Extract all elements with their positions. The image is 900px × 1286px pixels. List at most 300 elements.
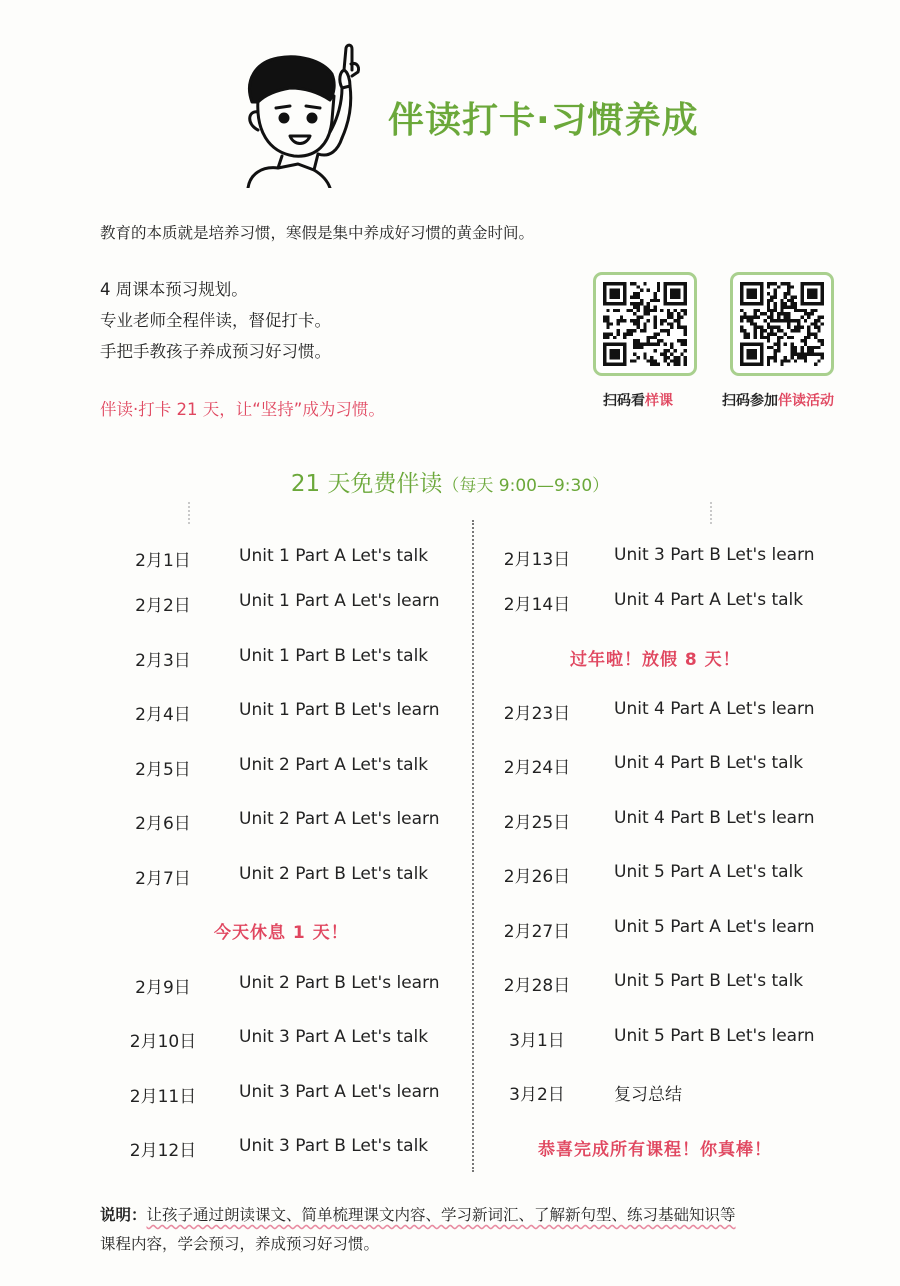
qr-module: [640, 299, 643, 302]
qr-module: [743, 329, 746, 332]
qr-module: [663, 353, 666, 356]
qr-module: [817, 359, 820, 362]
qr-module: [787, 285, 790, 288]
qr-module: [790, 285, 793, 288]
qr-module: [807, 332, 810, 335]
qr-module: [603, 319, 606, 322]
qr-module: [800, 326, 803, 329]
qr-module: [680, 339, 683, 342]
qr-module: [633, 339, 636, 342]
qr-module: [807, 336, 810, 339]
qr-module: [660, 309, 663, 312]
explanation-text-rest: 课程内容，学会预习，养成预习好习惯。: [100, 1235, 380, 1253]
qr-module: [606, 319, 609, 322]
qr-module: [777, 336, 780, 339]
qr-module: [667, 363, 670, 366]
qr-module: [794, 329, 797, 332]
qr-module: [753, 316, 756, 319]
qr-module: [743, 316, 746, 319]
qr-module: [633, 282, 636, 285]
qr-module: [657, 342, 660, 345]
qr-module: [770, 326, 773, 329]
qr-module: [633, 353, 636, 356]
schedule-date: 2月4日: [135, 705, 191, 725]
qr-module: [680, 342, 683, 345]
qr-module: [807, 316, 810, 319]
qr-module: [653, 342, 656, 345]
qr-module: [637, 339, 640, 342]
qr-module: [804, 336, 807, 339]
qr-module: [780, 309, 783, 312]
qr-module: [790, 329, 793, 332]
qr-module: [797, 322, 800, 325]
qr-module: [770, 319, 773, 322]
qr-module: [674, 349, 677, 352]
qr-module: [653, 336, 656, 339]
qr-label-prefix: 扫码看: [603, 393, 645, 409]
qr-module: [637, 346, 640, 349]
qr-module: [747, 336, 750, 339]
qr-module: [770, 282, 773, 285]
schedule-date: 2月26日: [503, 867, 571, 887]
qr-module: [677, 326, 680, 329]
qr-module: [670, 326, 673, 329]
qr-module: [637, 285, 640, 288]
qr-module: [627, 332, 630, 335]
qr-module: [684, 309, 687, 312]
qr-module: [640, 346, 643, 349]
qr-module: [774, 359, 777, 362]
qr-module: [811, 346, 814, 349]
qr-module: [647, 309, 650, 312]
qr-module: [647, 359, 650, 362]
schedule-content: 复习总结: [614, 1085, 682, 1105]
schedule-content: Unit 5 Part B Let's learn: [614, 1026, 815, 1046]
qr-module: [674, 363, 677, 366]
qr-module: [643, 282, 646, 285]
qr-module: [667, 349, 670, 352]
qr-module: [747, 332, 750, 335]
qr-module: [740, 309, 743, 312]
schedule-date: 2月5日: [135, 760, 191, 780]
qr-module: [794, 349, 797, 352]
qr-module: [677, 312, 680, 315]
qr-module: [811, 322, 814, 325]
schedule-date: 2月2日: [135, 596, 191, 616]
qr-module: [663, 319, 666, 322]
qr-module: [630, 319, 633, 322]
qr-module: [797, 356, 800, 359]
qr-finder-inner: [610, 289, 620, 299]
qr-module: [637, 316, 640, 319]
qr-module: [764, 312, 767, 315]
qr-module: [613, 309, 616, 312]
qr-module: [643, 326, 646, 329]
qr-module: [780, 359, 783, 362]
qr-module: [677, 319, 680, 322]
schedule-content: Unit 3 Part B Let's talk: [239, 1136, 429, 1156]
feature-list: [100, 274, 331, 367]
qr-module: [650, 359, 653, 362]
qr-module: [777, 326, 780, 329]
qr-module: [767, 339, 770, 342]
qr-module: [780, 299, 783, 302]
schedule-content: Unit 1 Part B Let's learn: [239, 700, 440, 720]
qr-module: [784, 302, 787, 305]
qr-module: [787, 336, 790, 339]
qr-module: [767, 336, 770, 339]
qr-module: [800, 316, 803, 319]
schedule-date: 2月10日: [129, 1032, 197, 1052]
qr-module: [804, 353, 807, 356]
qr-module: [774, 282, 777, 285]
schedule-time: （每天 9:00—9:30）: [442, 476, 610, 496]
qr-module: [770, 309, 773, 312]
qr-module: [767, 285, 770, 288]
qr-module: [677, 339, 680, 342]
qr-module: [777, 329, 780, 332]
qr-module: [804, 309, 807, 312]
qr-module: [620, 316, 623, 319]
schedule-content: Unit 5 Part A Let's talk: [614, 862, 804, 882]
qr-label-highlight: 伴读活动: [778, 393, 834, 409]
qr-module: [811, 309, 814, 312]
qr-module: [780, 302, 783, 305]
qr-module: [817, 319, 820, 322]
qr-module: [616, 309, 619, 312]
qr-module: [630, 295, 633, 298]
qr-module: [684, 339, 687, 342]
qr-module: [807, 346, 810, 349]
qr-module: [814, 309, 817, 312]
qr-module: [794, 306, 797, 309]
schedule-content: Unit 1 Part B Let's talk: [239, 646, 429, 666]
schedule-date: 2月27日: [503, 922, 571, 942]
qr-module: [750, 319, 753, 322]
qr-module: [767, 322, 770, 325]
qr-module: [784, 282, 787, 285]
qr-module: [764, 329, 767, 332]
schedule-title-main: 21 天免费伴读: [290, 471, 443, 497]
qr-module: [637, 326, 640, 329]
qr-module: [637, 306, 640, 309]
qr-module: [767, 346, 770, 349]
qr-module: [670, 342, 673, 345]
qr-module: [647, 302, 650, 305]
qr-module: [770, 346, 773, 349]
qr-module: [777, 319, 780, 322]
qr-module: [797, 329, 800, 332]
qr-module: [757, 316, 760, 319]
qr-module: [767, 326, 770, 329]
qr-module: [774, 302, 777, 305]
qr-module: [643, 356, 646, 359]
qr-module: [616, 322, 619, 325]
qr-module: [811, 353, 814, 356]
qr-module: [647, 306, 650, 309]
qr-module: [753, 322, 756, 325]
qr-module: [623, 319, 626, 322]
qr-module: [753, 309, 756, 312]
qr-module: [674, 309, 677, 312]
qr-module: [743, 336, 746, 339]
qr-module: [657, 282, 660, 285]
schedule-content: Unit 4 Part B Let's talk: [614, 753, 804, 773]
qr-module: [667, 312, 670, 315]
schedule-date: 2月6日: [135, 814, 191, 834]
qr-module: [811, 312, 814, 315]
qr-module: [663, 342, 666, 345]
qr-module: [647, 342, 650, 345]
qr-module: [657, 299, 660, 302]
sample-lesson-qr-code[interactable]: [593, 272, 697, 376]
qr-module: [777, 342, 780, 345]
qr-module: [784, 312, 787, 315]
qr-module: [633, 312, 636, 315]
schedule-date: 2月3日: [135, 651, 191, 671]
qr-module: [633, 329, 636, 332]
qr-module: [657, 289, 660, 292]
explanation-text: 让孩子通过朗读课文、简单梳理课文内容、学习新词汇、了解新句型、练习基础知识等: [146, 1206, 736, 1224]
schedule-date: 3月2日: [509, 1085, 565, 1105]
qr-module: [787, 359, 790, 362]
qr-module: [790, 353, 793, 356]
qr-module: [794, 346, 797, 349]
qr-module: [674, 359, 677, 362]
qr-module: [784, 306, 787, 309]
qr-module: [647, 339, 650, 342]
qr-module: [790, 346, 793, 349]
qr-module: [747, 319, 750, 322]
qr-module: [633, 295, 636, 298]
qr-module: [647, 289, 650, 292]
qr-module: [684, 359, 687, 362]
qr-module: [814, 332, 817, 335]
qr-module: [814, 346, 817, 349]
qr-module: [616, 329, 619, 332]
qr-module: [807, 312, 810, 315]
qr-module: [767, 359, 770, 362]
qr-module: [657, 285, 660, 288]
qr-module: [804, 359, 807, 362]
qr-module: [633, 319, 636, 322]
qr-module: [784, 316, 787, 319]
qr-module: [770, 329, 773, 332]
qr-module: [670, 316, 673, 319]
slogan: 伴读·打卡 21 天，让“坚持”成为习惯。: [100, 400, 385, 419]
qr-module: [667, 332, 670, 335]
qr-module: [677, 356, 680, 359]
qr-module: [747, 316, 750, 319]
qr-module: [684, 349, 687, 352]
qr-module: [804, 356, 807, 359]
qr-module: [630, 309, 633, 312]
qr-module: [784, 295, 787, 298]
qr-module: [643, 309, 646, 312]
qr-module: [653, 316, 656, 319]
explanation-label: 说明：: [100, 1206, 147, 1224]
qr-module: [670, 353, 673, 356]
qr-module: [650, 299, 653, 302]
qr-module: [794, 309, 797, 312]
reading-activity-qr-code[interactable]: [730, 272, 834, 376]
qr-module: [650, 309, 653, 312]
feature-item: 4 周课本预习规划。: [100, 280, 248, 299]
qr-module: [764, 319, 767, 322]
schedule-content: Unit 1 Part A Let's learn: [239, 591, 440, 611]
qr-module: [603, 316, 606, 319]
qr-module: [740, 319, 743, 322]
qr-module: [670, 346, 673, 349]
qr-module: [811, 349, 814, 352]
schedule-date: 2月1日: [135, 551, 191, 571]
qr-module: [760, 336, 763, 339]
completion-note: 恭喜完成所有课程！你真棒！: [538, 1140, 772, 1160]
qr-module: [787, 319, 790, 322]
qr-module: [790, 319, 793, 322]
schedule-content: Unit 4 Part A Let's learn: [614, 699, 815, 719]
qr-module: [774, 342, 777, 345]
qr-module: [767, 363, 770, 366]
qr-label-highlight: 样课: [645, 393, 673, 409]
qr-module: [817, 316, 820, 319]
qr-module: [814, 363, 817, 366]
qr-module: [807, 326, 810, 329]
qr-module: [633, 346, 636, 349]
qr-module: [814, 326, 817, 329]
schedule-date: 2月9日: [135, 978, 191, 998]
qr-module: [653, 359, 656, 362]
schedule-date: 2月23日: [503, 704, 571, 724]
schedule-content: Unit 2 Part A Let's talk: [239, 755, 429, 775]
qr-module: [684, 363, 687, 366]
qr-module: [787, 289, 790, 292]
qr-finder-inner: [670, 289, 680, 299]
qr-module: [743, 332, 746, 335]
qr-module: [767, 292, 770, 295]
qr-module: [807, 349, 810, 352]
qr-module: [643, 312, 646, 315]
qr-module: [770, 312, 773, 315]
qr-module: [790, 336, 793, 339]
qr-module: [770, 299, 773, 302]
qr-module: [653, 332, 656, 335]
qr-module: [623, 332, 626, 335]
qr-module: [677, 322, 680, 325]
qr-module: [764, 336, 767, 339]
qr-module: [637, 356, 640, 359]
qr-module: [807, 329, 810, 332]
explanation: [100, 1201, 860, 1259]
qr-module: [633, 322, 636, 325]
qr-module: [774, 353, 777, 356]
qr-module: [800, 356, 803, 359]
qr-module: [640, 342, 643, 345]
qr-module: [794, 359, 797, 362]
qr-module: [821, 356, 824, 359]
qr-module: [663, 359, 666, 362]
schedule-date: 2月13日: [503, 550, 571, 570]
qr-module: [637, 322, 640, 325]
qr-module: [790, 299, 793, 302]
qr-module: [780, 319, 783, 322]
qr-module: [667, 309, 670, 312]
qr-module: [797, 326, 800, 329]
qr-module: [640, 302, 643, 305]
qr-module: [637, 302, 640, 305]
qr-module: [653, 319, 656, 322]
schedule-content: Unit 2 Part B Let's learn: [239, 973, 440, 993]
qr-module: [804, 312, 807, 315]
qr-module: [637, 292, 640, 295]
qr-module: [640, 329, 643, 332]
qr-module: [767, 282, 770, 285]
qr-module: [814, 353, 817, 356]
qr-module: [684, 356, 687, 359]
qr-module: [790, 356, 793, 359]
schedule-date: 3月1日: [509, 1031, 565, 1051]
qr-module: [650, 342, 653, 345]
qr-finder-inner: [747, 349, 757, 359]
qr-module: [784, 359, 787, 362]
qr-module: [750, 322, 753, 325]
qr-module: [767, 316, 770, 319]
qr-module: [670, 359, 673, 362]
qr-module: [821, 339, 824, 342]
qr-module: [627, 309, 630, 312]
qr-module: [780, 363, 783, 366]
qr-module: [753, 326, 756, 329]
qr-module: [774, 349, 777, 352]
column-divider: [472, 520, 474, 1172]
qr-module: [606, 332, 609, 335]
qr-module: [663, 349, 666, 352]
qr-module: [794, 353, 797, 356]
qr-module: [653, 299, 656, 302]
divider-tick: [710, 502, 712, 524]
qr-module: [603, 332, 606, 335]
qr-module: [774, 309, 777, 312]
schedule-date: 2月24日: [503, 758, 571, 778]
qr-module: [630, 302, 633, 305]
qr-module: [753, 312, 756, 315]
qr-module: [660, 329, 663, 332]
schedule-date: 2月12日: [129, 1141, 197, 1161]
qr-module: [667, 316, 670, 319]
schedule-content: Unit 4 Part A Let's talk: [614, 590, 804, 610]
qr-module: [663, 329, 666, 332]
qr-module: [787, 326, 790, 329]
qr-module: [780, 336, 783, 339]
qr-module: [743, 312, 746, 315]
qr-module: [637, 342, 640, 345]
qr-module: [650, 336, 653, 339]
qr-module: [637, 309, 640, 312]
qr-module: [797, 309, 800, 312]
qr-module: [657, 332, 660, 335]
schedule-content: Unit 4 Part B Let's learn: [614, 808, 815, 828]
qr-module: [633, 302, 636, 305]
qr-module: [774, 289, 777, 292]
qr-module: [643, 322, 646, 325]
qr-module: [787, 306, 790, 309]
qr-module: [740, 316, 743, 319]
qr-module: [800, 309, 803, 312]
qr-module: [790, 349, 793, 352]
qr-module: [784, 292, 787, 295]
qr-module: [770, 332, 773, 335]
qr-module: [760, 329, 763, 332]
